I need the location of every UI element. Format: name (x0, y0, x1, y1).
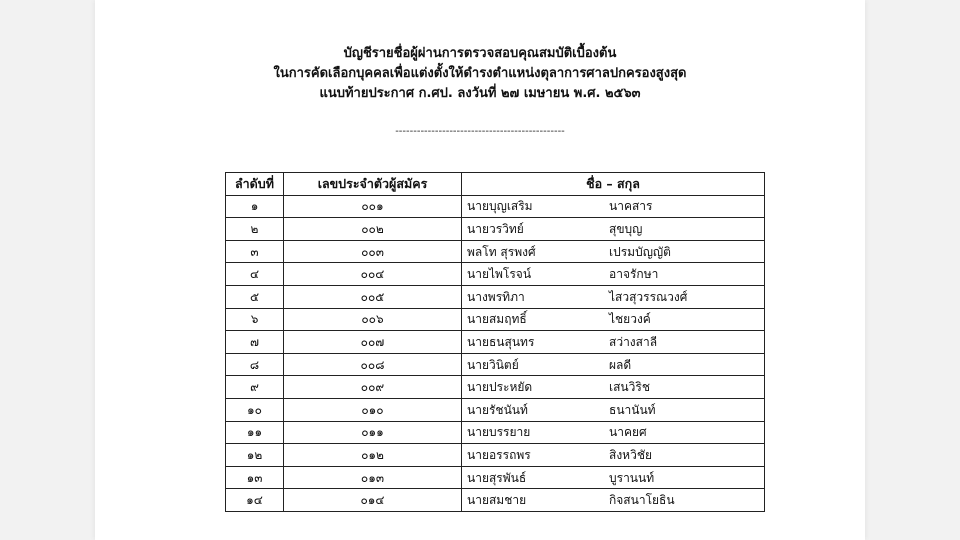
cell-order: ๘ (226, 353, 284, 376)
first-name: นายสุรพันธ์ (467, 470, 527, 485)
first-name: นายบุญเสริม (467, 199, 533, 214)
cell-name (462, 331, 765, 354)
cell-order: ๕ (226, 285, 284, 308)
first-name: นายวรวิทย์ (467, 221, 524, 236)
first-name: นายสมชาย (467, 493, 527, 508)
cell-order: ๖ (226, 308, 284, 331)
cell-applicant-no: ๐๑๐ (284, 398, 462, 421)
last-name: เสนวิริช (609, 380, 650, 395)
table-row (226, 444, 765, 467)
last-name: กิจสนาโยธิน (609, 493, 675, 508)
cell-order: ๑ (226, 195, 284, 218)
cell-applicant-no: ๐๐๔ (284, 263, 462, 286)
last-name: สิงหวิชัย (609, 447, 653, 462)
last-name: ไชยวงค์ (609, 312, 651, 327)
table-row (226, 308, 765, 331)
cell-order: ๒ (226, 218, 284, 241)
last-name: บูรานนท์ (609, 470, 655, 485)
cell-name (462, 218, 765, 241)
cell-order: ๑๐ (226, 398, 284, 421)
cell-name (462, 285, 765, 308)
cell-name (462, 466, 765, 489)
cell-name (462, 308, 765, 331)
cell-order: ๗ (226, 331, 284, 354)
table-row (226, 398, 765, 421)
document-page (95, 0, 865, 540)
cell-name (462, 353, 765, 376)
table-row (226, 353, 765, 376)
cell-name (462, 376, 765, 399)
last-name: ไสวสุวรรณวงศ์ (609, 289, 688, 304)
header-title-line-1: บัญชีรายชื่อผู้ผ่านการตรวจสอบคุณสมบัติเบื้องต้น (343, 46, 617, 61)
first-name: นางพรทิภา (467, 289, 525, 304)
cell-applicant-no: ๐๐๙ (284, 376, 462, 399)
cell-applicant-no: ๐๑๔ (284, 489, 462, 512)
cell-name (462, 489, 765, 512)
first-name: นายธนสุนทร (467, 334, 535, 349)
cell-order: ๓ (226, 240, 284, 263)
first-name: พลโท สุรพงศ์ (467, 244, 536, 259)
table-header-row (226, 173, 765, 196)
cell-applicant-no: ๐๐๓ (284, 240, 462, 263)
cell-applicant-no: ๐๐๖ (284, 308, 462, 331)
first-name: นายประหยัด (467, 380, 533, 395)
header-title-line-3: แนบท้ายประกาศ ก.ศป. ลงวันที่ ๒๗ เมษายน พ.ศ. ๒๕๖๓ (319, 86, 641, 101)
applicant-table (225, 172, 765, 512)
cell-order: ๑๑ (226, 421, 284, 444)
first-name: นายอรรถพร (467, 447, 531, 462)
table-row (226, 195, 765, 218)
table-row (226, 263, 765, 286)
table-row (226, 240, 765, 263)
cell-applicant-no: ๐๐๕ (284, 285, 462, 308)
cell-applicant-no: ๐๑๒ (284, 444, 462, 467)
cell-name (462, 398, 765, 421)
first-name: นายไพโรจน์ (467, 267, 532, 282)
document-header (95, 44, 865, 104)
cell-applicant-no: ๐๐๘ (284, 353, 462, 376)
table-row (226, 285, 765, 308)
table-row (226, 218, 765, 241)
column-header-applicant-no: เลขประจำตัวผู้สมัคร (284, 173, 462, 196)
cell-name (462, 195, 765, 218)
last-name: สว่างสาลี (609, 334, 658, 349)
last-name: ธนานันท์ (609, 402, 656, 417)
column-header-order: ลำดับที่ (226, 173, 284, 196)
first-name: นายสมฤทธิ์ (467, 312, 527, 327)
cell-order: ๙ (226, 376, 284, 399)
cell-applicant-no: ๐๐๑ (284, 195, 462, 218)
cell-order: ๑๒ (226, 444, 284, 467)
last-name: ผลดี (609, 357, 632, 372)
header-title-line-2: ในการคัดเลือกบุคคลเพื่อแต่งตั้งให้ดำรงตำแหน่งตุลาการศาลปกครองสูงสุด (273, 66, 687, 81)
cell-applicant-no: ๐๑๓ (284, 466, 462, 489)
cell-applicant-no: ๐๐๗ (284, 331, 462, 354)
table-row (226, 421, 765, 444)
cell-order: ๑๔ (226, 489, 284, 512)
cell-applicant-no: ๐๑๑ (284, 421, 462, 444)
first-name: นายรัชนันท์ (467, 402, 528, 417)
cell-name (462, 444, 765, 467)
table-row (226, 489, 765, 512)
last-name: นาคยศ (609, 425, 647, 440)
last-name: สุขบุญ (609, 221, 643, 236)
dashed-separator: ----------------------------------------------- (395, 126, 565, 137)
cell-name (462, 240, 765, 263)
last-name: เปรมบัญญัติ (609, 244, 671, 259)
cell-name (462, 263, 765, 286)
table-row (226, 376, 765, 399)
cell-name (462, 421, 765, 444)
table-row (226, 331, 765, 354)
cell-order: ๑๓ (226, 466, 284, 489)
cell-order: ๔ (226, 263, 284, 286)
cell-applicant-no: ๐๐๒ (284, 218, 462, 241)
table-row (226, 466, 765, 489)
column-header-name: ชื่อ – สกุล (462, 173, 765, 196)
last-name: อาจรักษา (609, 267, 659, 282)
first-name: นายบรรยาย (467, 425, 531, 440)
first-name: นายวินิตย์ (467, 357, 519, 372)
last-name: นาคสาร (609, 199, 653, 214)
